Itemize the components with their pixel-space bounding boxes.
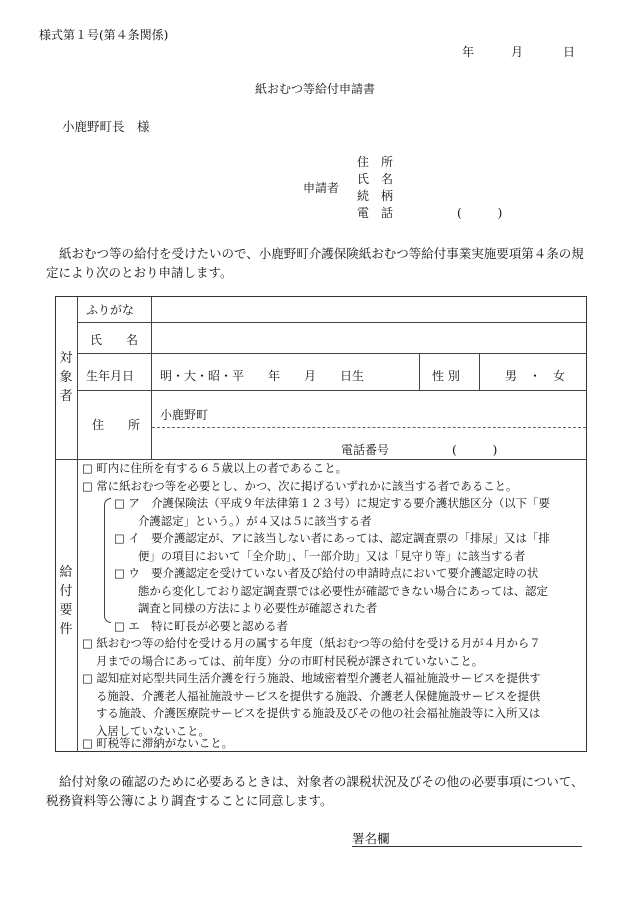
document-title: 紙おむつ等給付申請書 (254, 82, 375, 96)
signature-label: 署名欄 (352, 831, 390, 846)
furigana-field[interactable] (160, 302, 580, 318)
furigana-label: ふりがな (86, 303, 135, 317)
requirement-item-3[interactable]: □ 紙おむつ等の給付を受ける月の属する年度（紙おむつ等の給付を受ける月が４月から７ (82, 636, 541, 650)
sub-requirement-i-cont: 便」の項目において「全介助」、「一部介助」又は「見守り等」に該当する者 (138, 548, 526, 563)
requirement-item-5[interactable]: □ 町税等に滞納がないこと。 (82, 736, 234, 750)
subject-name-label: 氏 名 (90, 333, 139, 347)
birthdate-field[interactable]: 明・大・昭・平 年 月 日生 (160, 369, 365, 383)
sub-requirement-i[interactable]: □ イ 要介護認定が、アに該当しない者にあっては、認定調査票の「排尿」又は「排 (114, 531, 550, 545)
applicant-phone-field[interactable]: ( ) (457, 206, 503, 220)
sex-field[interactable]: 男 ・ 女 (505, 369, 566, 383)
subject-phone-label: 電話番号 (341, 443, 390, 457)
requirement-item-4-cont-1: る施設、介護老人福祉施設サービスを提供する施設、介護老人保健施設サービスを提供 (96, 688, 541, 703)
date-day-label: 日 (563, 45, 576, 59)
requirement-item-3-cont: 月までの場合にあっては、前年度）分の市町村民税が課されていないこと。 (96, 653, 484, 668)
applicant-phone-label: 電 話 (357, 206, 394, 220)
signature-field[interactable] (352, 846, 582, 847)
applicant-relation-label: 続 柄 (357, 189, 394, 203)
subject-address-label: 住 所 (92, 418, 141, 432)
subject-phone-field[interactable]: ( ) (452, 443, 498, 457)
application-form-table (55, 296, 587, 752)
requirements-section-label: 給付要件 (59, 565, 73, 637)
applicant-name-label: 氏 名 (357, 172, 394, 186)
sub-requirement-e[interactable]: □ エ 特に町長が必要と認める者 (114, 618, 288, 633)
applicant-address-label: 住 所 (357, 155, 394, 169)
consent-paragraph: 給付対象の確認のために必要あるときは、対象者の課税状況及びその他の必要事項について、税務資料等公簿により調査することに同意します。 (46, 774, 584, 808)
subject-address-field[interactable]: 小鹿野町 (160, 408, 209, 422)
sub-requirements-bracket (104, 498, 111, 623)
intro-paragraph: 紙おむつ等の給付を受けたいので、小鹿野町介護保険紙おむつ等給付事業実施要項第４条の規定により次のとおり申請します。 (46, 246, 584, 280)
birthdate-label: 生年月日 (86, 369, 135, 383)
sub-requirement-u-cont-1: 態から変化しており認定調査票では必要性が確認できない場合にあっては、認定 (138, 583, 548, 598)
sub-requirement-a[interactable]: □ ア 介護保険法（平成９年法律第１２３号）に規定する要介護状態区分（以下「要 (114, 496, 550, 510)
addressee: 小鹿野町長 様 (62, 119, 150, 134)
subject-name-field[interactable] (160, 328, 580, 348)
sex-label: 性 別 (432, 369, 460, 383)
sub-requirement-a-cont: 介護認定」という。）が４又は５に該当する者 (138, 513, 372, 528)
sub-requirement-u[interactable]: □ ウ 要介護認定を受けていない者及び給付の申請時点において要介護認定時の状 (114, 566, 539, 580)
sub-requirement-u-cont-2: 調査と同様の方法により必要性が確認された者 (138, 601, 378, 615)
date-month-label: 月 (511, 45, 524, 59)
requirement-item-4[interactable]: □ 認知症対応型共同生活介護を行う施設、地域密着型介護老人福祉施設サービスを提供す (82, 671, 541, 685)
requirement-item-4-cont-3: 入居していないこと。 (96, 723, 210, 738)
applicant-label: 申請者 (303, 181, 340, 195)
form-number: 様式第１号(第４条関係) (39, 28, 169, 42)
requirement-item-1[interactable]: □ 町内に住所を有する６５歳以上の者であること。 (82, 461, 347, 475)
date-year-label: 年 (462, 45, 475, 59)
requirement-item-2[interactable]: □ 常に紙おむつ等を必要とし、かつ、次に掲げるいずれかに該当する者であること。 (82, 478, 518, 493)
subject-section-label: 対象者 (59, 351, 73, 404)
requirement-item-4-cont-2: する施設、介護医療院サービスを提供する施設及びその他の社会福祉施設等に入所又は (96, 706, 541, 720)
